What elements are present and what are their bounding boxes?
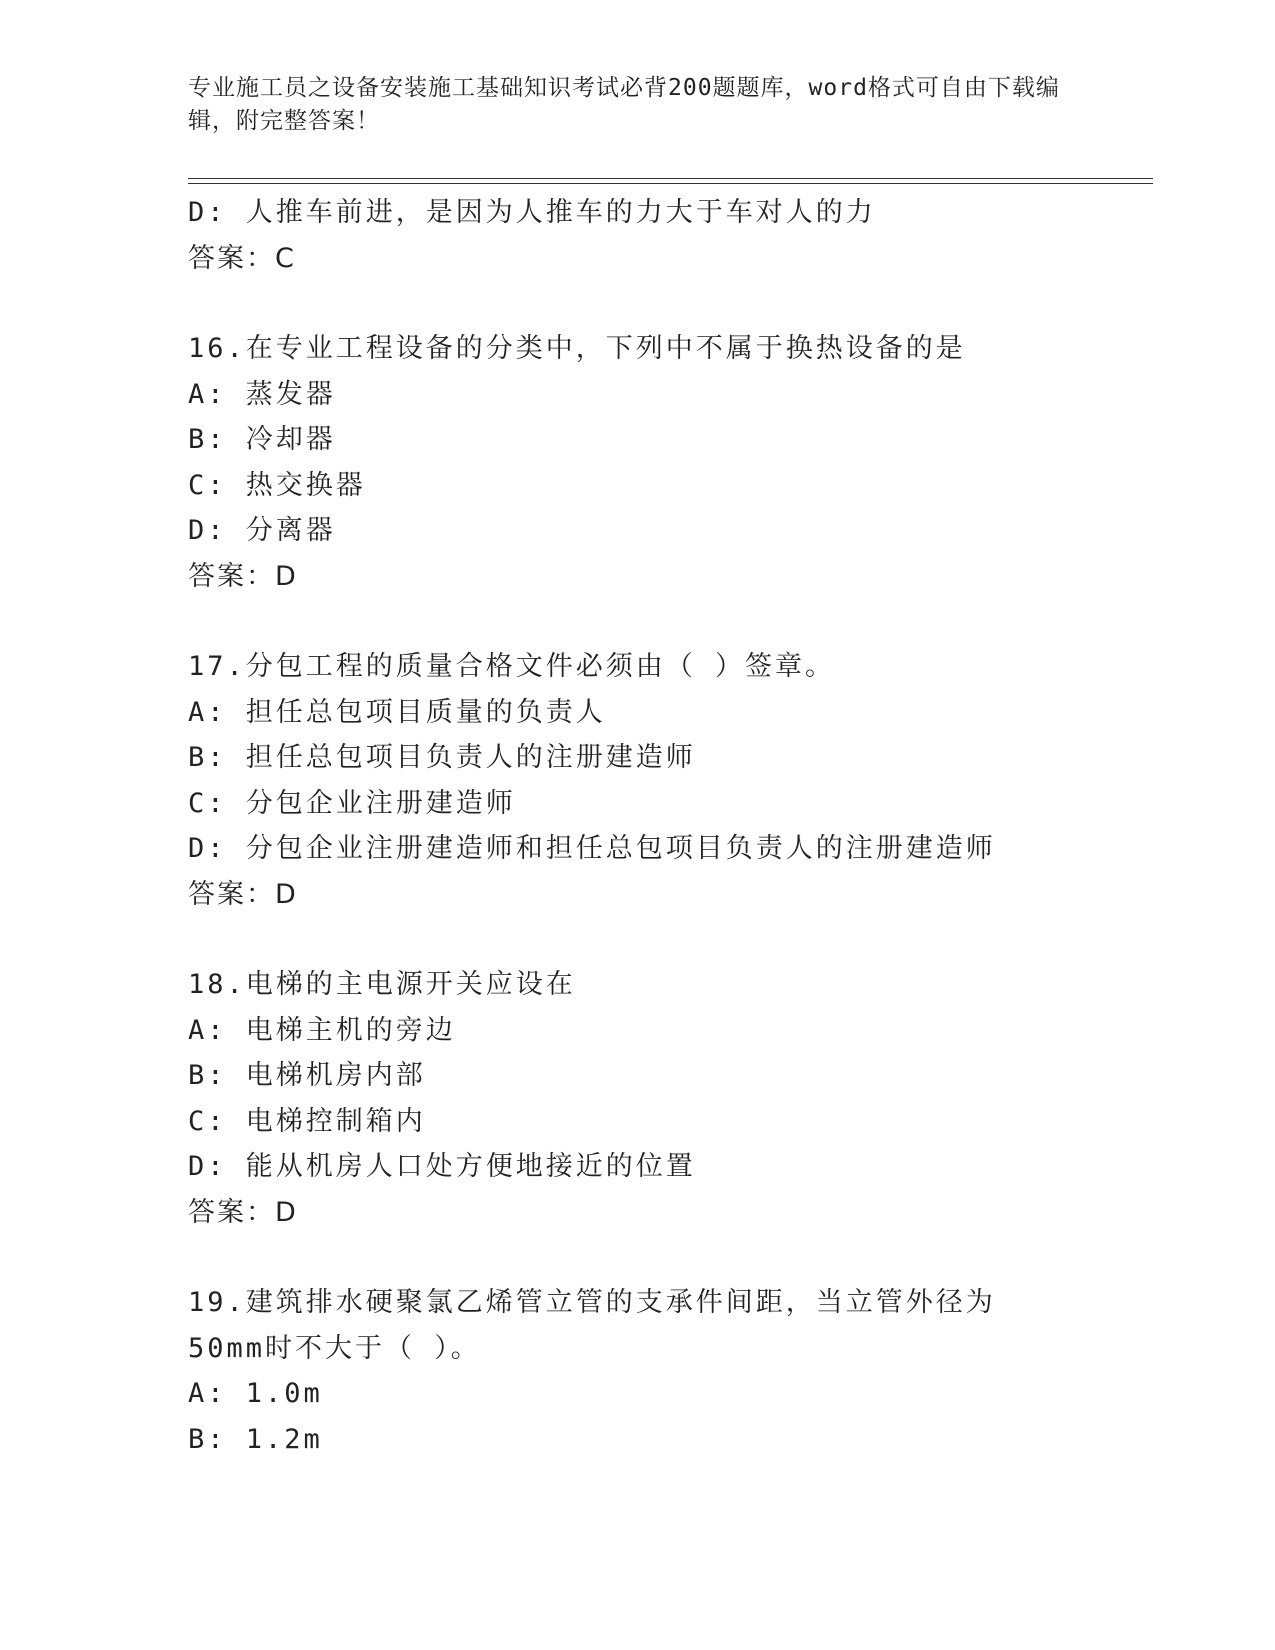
- question-17: [188, 644, 1148, 917]
- header-divider-top: [188, 178, 1153, 179]
- question-list: [188, 190, 1148, 1462]
- option-b: B: 1.2m: [188, 1423, 323, 1455]
- option-d: D: 分包企业注册建造师和担任总包项目负责人的注册建造师: [188, 833, 996, 864]
- option-d: D: 人推车前进，是因为人推车的力大于车对人的力: [188, 197, 876, 228]
- option-c: C: 分包企业注册建造师: [188, 787, 516, 819]
- option-b: B: 冷却器: [188, 424, 336, 455]
- question-stem: 19.建筑排水硬聚氯乙烯管立管的支承件间距，当立管外径为50mm时不大于（ ）。: [188, 1287, 996, 1364]
- option-a: A: 电梯主机的旁边: [188, 1014, 456, 1046]
- question-19: [188, 1280, 1148, 1462]
- question-stem: 18.电梯的主电源开关应设在: [188, 969, 576, 1000]
- spacer: [188, 599, 1148, 644]
- question-18: [188, 962, 1148, 1235]
- document-header: 专业施工员之设备安装施工基础知识考试必背200题题库，word格式可自由下载编辑，附完整答案！: [188, 75, 1060, 134]
- option-a: A: 1.0m: [188, 1378, 323, 1409]
- spacer: [188, 1235, 1148, 1280]
- option-d: D: 能从机房人口处方便地接近的位置: [188, 1151, 696, 1182]
- question-stem: 16.在专业工程设备的分类中，下列中不属于换热设备的是: [188, 333, 966, 364]
- option-a: A: 蒸发器: [188, 378, 336, 410]
- option-a: A: 担任总包项目质量的负责人: [188, 696, 606, 728]
- answer-line: 答案：C: [188, 242, 296, 274]
- spacer: [188, 281, 1148, 326]
- answer-line: 答案：D: [188, 560, 298, 592]
- header-divider-bottom: [188, 183, 1153, 184]
- question-16: [188, 326, 1148, 599]
- option-b: B: 电梯机房内部: [188, 1060, 426, 1091]
- question-stem: 17.分包工程的质量合格文件必须由（ ）签章。: [188, 651, 836, 682]
- spacer: [188, 917, 1148, 962]
- option-c: C: 热交换器: [188, 469, 366, 501]
- option-c: C: 电梯控制箱内: [188, 1105, 426, 1137]
- answer-line: 答案：D: [188, 1196, 298, 1228]
- option-d: D: 分离器: [188, 515, 336, 546]
- answer-line: 答案：D: [188, 878, 298, 910]
- option-b: B: 担任总包项目负责人的注册建造师: [188, 742, 696, 773]
